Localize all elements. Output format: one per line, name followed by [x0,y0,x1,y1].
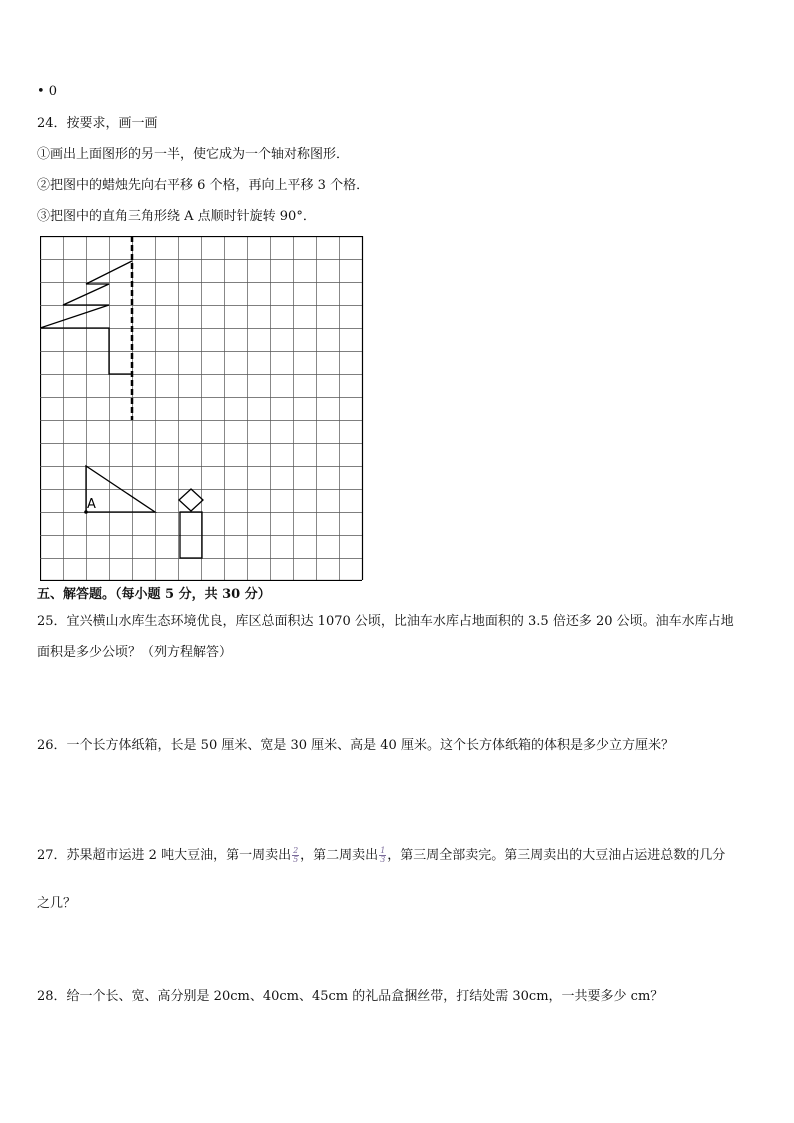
q27-fraction-1: $\frac{2}{5}$ [293,846,299,864]
right-triangle [86,466,155,512]
q27-line1 [37,847,725,865]
q25-line1: 25．宜兴横山水库生态环境优良，库区总面积达 1070 公顷，比油车水库占地面积的 3.5 倍还多 20 公顷。油车水库占地 [37,614,734,629]
grid-lines [40,236,363,581]
page-fragment: • 0 [37,84,58,99]
q24-step3: ③把图中的直角三角形绕 A 点顺时针旋转 90°． [37,209,316,224]
q27-part1: 27．苏果超市运进 2 吨大豆油，第一周卖出 [37,848,292,863]
half-figure [40,261,132,374]
q25-line2: 面积是多少公顷？（列方程解答） [37,645,233,660]
q27-fraction-2: $\frac{1}{3}$ [380,846,386,864]
q24-title: 24．按要求，画一画 [37,116,158,131]
q27-part2: ，第二周卖出 [300,848,379,863]
q26-text: 26．一个长方体纸箱，长是 50 厘米、宽是 30 厘米、高是 40 厘米。这个长方体纸箱的体积是多少立方厘米？ [37,738,674,753]
drawing-grid [40,236,364,581]
q24-step2: ②把图中的蜡烛先向右平移 6 个格，再向上平移 3 个格． [37,178,370,193]
section-five-heading: 五、解答题。（每小题 5 分，共 30 分） [37,587,271,602]
candle-flame [179,489,203,511]
candle-body [180,512,202,558]
q24-step1: ①画出上面图形的另一半，使它成为一个轴对称图形． [37,147,350,162]
q27-part3: ，第三周全部卖完。第三周卖出的大豆油占运进总数的几分 [387,848,726,863]
q27-line2: 之几？ [37,896,77,911]
q28-text: 28．给一个长、宽、高分别是 20cm、40cm、45cm 的礼品盒捆丝带，打结处需 30cm，一共要多少 cm？ [37,989,664,1004]
point-a-label: A [87,497,96,512]
